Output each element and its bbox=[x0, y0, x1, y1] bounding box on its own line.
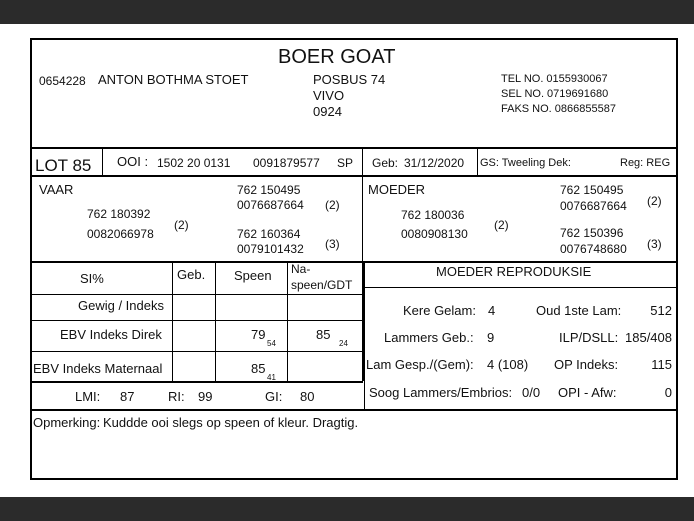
ooi-label: OOI : bbox=[117, 154, 149, 169]
si-row-gewig-label: Gewig / Indeks bbox=[78, 298, 164, 313]
divider-lot bbox=[102, 149, 103, 175]
reproduksie-title-divider bbox=[365, 287, 676, 288]
vaar-gp1-id: 762 150495 bbox=[237, 183, 301, 197]
lam-gesp-label: Lam Gesp./(Gem): bbox=[366, 357, 474, 372]
reg-text: Reg: REG bbox=[620, 157, 671, 169]
lmi-label: LMI: bbox=[75, 389, 101, 404]
opmerking-label: Opmerking: bbox=[33, 415, 101, 430]
opmerking-text: Kuddde ooi slegs op speen of kleur. Dragtig. bbox=[103, 415, 359, 430]
divider-pedigree-bottom bbox=[32, 261, 676, 263]
address-line-2: VIVO bbox=[313, 88, 345, 103]
divider-header bbox=[32, 147, 676, 149]
si-header-si: SI% bbox=[80, 271, 104, 286]
opi-afw-value: 0 bbox=[664, 385, 672, 400]
lammers-geb-label: Lammers Geb.: bbox=[384, 330, 474, 345]
ooi-number: 0091879577 bbox=[253, 156, 320, 170]
ooi-id: 1502 20 0131 bbox=[157, 156, 231, 170]
ooi-sp: SP bbox=[337, 156, 354, 170]
top-band bbox=[0, 0, 694, 24]
gi-label: GI: bbox=[265, 389, 283, 404]
si-col-divider-3 bbox=[287, 263, 288, 381]
breeder-code: 0654228 bbox=[39, 74, 86, 88]
geb-date: 31/12/2020 bbox=[404, 156, 465, 170]
si-row-maternaal-label: EBV Indeks Maternaal bbox=[33, 361, 163, 376]
vaar-parent-number: 0082066978 bbox=[87, 227, 154, 241]
sel-number: SEL NO. 0719691680 bbox=[501, 88, 609, 100]
si-maternaal-speen-sub: 41 bbox=[267, 373, 276, 382]
vaar-parent-id: 762 180392 bbox=[87, 207, 151, 221]
lammers-geb-value: 9 bbox=[487, 330, 495, 345]
si-row-direk-label: EBV Indeks Direk bbox=[60, 327, 162, 342]
divider-opmerking bbox=[32, 409, 676, 411]
si-maternaal-speen: 85 bbox=[251, 361, 266, 376]
vaar-gp1-number: 0076687664 bbox=[237, 198, 304, 212]
ilp-dsll-label: ILP/DSLL: bbox=[559, 330, 619, 345]
moeder-gp2-id: 762 150396 bbox=[560, 226, 624, 240]
moeder-gp2-number: 0076748680 bbox=[560, 242, 627, 256]
oud-1ste-lam-label: Oud 1ste Lam: bbox=[536, 303, 622, 318]
moeder-gp1-count: (2) bbox=[647, 194, 662, 208]
lmi-value: 87 bbox=[120, 389, 135, 404]
faks-number: FAKS NO. 0866855587 bbox=[501, 103, 616, 115]
vaar-gp2-id: 762 160364 bbox=[237, 227, 301, 241]
moeder-parent-id: 762 180036 bbox=[401, 208, 465, 222]
divider-pedigree bbox=[362, 177, 363, 261]
ri-label: RI: bbox=[168, 389, 185, 404]
address-line-1: POSBUS 74 bbox=[313, 72, 386, 87]
page-title: BOER GOAT bbox=[278, 46, 396, 68]
si-header-naspeen-2: speen/GDT bbox=[291, 278, 353, 292]
moeder-gp1-number: 0076687664 bbox=[560, 199, 627, 213]
vaar-gp1-count: (2) bbox=[325, 198, 340, 212]
kere-gelam-label: Kere Gelam: bbox=[403, 303, 476, 318]
lot-number: LOT 85 bbox=[35, 156, 92, 175]
divider-geb bbox=[362, 149, 363, 175]
si-direk-naspeen-sub: 24 bbox=[339, 339, 348, 348]
moeder-gp1-id: 762 150495 bbox=[560, 183, 624, 197]
si-row-line-3 bbox=[32, 351, 363, 352]
si-header-speen: Speen bbox=[234, 268, 272, 283]
si-row-line-1 bbox=[32, 294, 363, 295]
kere-gelam-value: 4 bbox=[488, 303, 496, 318]
lot-card bbox=[30, 38, 678, 480]
si-header-naspeen-1: Na- bbox=[291, 262, 311, 276]
op-indeks-value: 115 bbox=[651, 357, 672, 372]
si-row-line-2 bbox=[32, 320, 363, 321]
divider-gs bbox=[477, 149, 478, 175]
soog-value: 0/0 bbox=[522, 385, 541, 400]
si-direk-speen-sub: 54 bbox=[267, 339, 276, 348]
si-direk-naspeen: 85 bbox=[316, 327, 331, 342]
bottom-band bbox=[0, 497, 694, 521]
op-indeks-label: OP Indeks: bbox=[554, 357, 619, 372]
tel-number: TEL NO. 0155930067 bbox=[501, 73, 608, 85]
vaar-label: VAAR bbox=[39, 182, 74, 197]
oud-1ste-lam-value: 512 bbox=[650, 303, 672, 318]
moeder-parent-number: 0080908130 bbox=[401, 227, 468, 241]
ri-value: 99 bbox=[198, 389, 213, 404]
moeder-parent-count: (2) bbox=[494, 218, 509, 232]
address-line-3: 0924 bbox=[313, 104, 342, 119]
moeder-label: MOEDER bbox=[368, 182, 426, 197]
divider-reproduksie bbox=[364, 263, 365, 409]
moeder-gp2-count: (3) bbox=[647, 237, 662, 251]
lam-gesp-value: 4 (108) bbox=[487, 357, 529, 372]
soog-label: Soog Lammers/Embrios: bbox=[369, 385, 513, 400]
divider-lot-bottom bbox=[32, 175, 676, 177]
reproduksie-title: MOEDER REPRODUKSIE bbox=[436, 264, 592, 279]
breeder-name: ANTON BOTHMA STOET bbox=[98, 72, 249, 87]
si-table-bottom-border bbox=[32, 381, 363, 383]
vaar-gp2-number: 0079101432 bbox=[237, 242, 304, 256]
gs-text: GS: Tweeling Dek: bbox=[480, 157, 571, 169]
ilp-dsll-value: 185/408 bbox=[625, 330, 672, 345]
si-direk-speen: 79 bbox=[251, 327, 266, 342]
vaar-parent-count: (2) bbox=[174, 218, 189, 232]
vaar-gp2-count: (3) bbox=[325, 237, 340, 251]
geb-label: Geb: bbox=[372, 156, 399, 170]
opi-afw-label: OPI - Afw: bbox=[558, 385, 617, 400]
gi-value: 80 bbox=[300, 389, 315, 404]
si-col-divider-1 bbox=[172, 263, 173, 381]
si-header-geb: Geb. bbox=[177, 267, 206, 282]
si-col-divider-2 bbox=[215, 263, 216, 381]
